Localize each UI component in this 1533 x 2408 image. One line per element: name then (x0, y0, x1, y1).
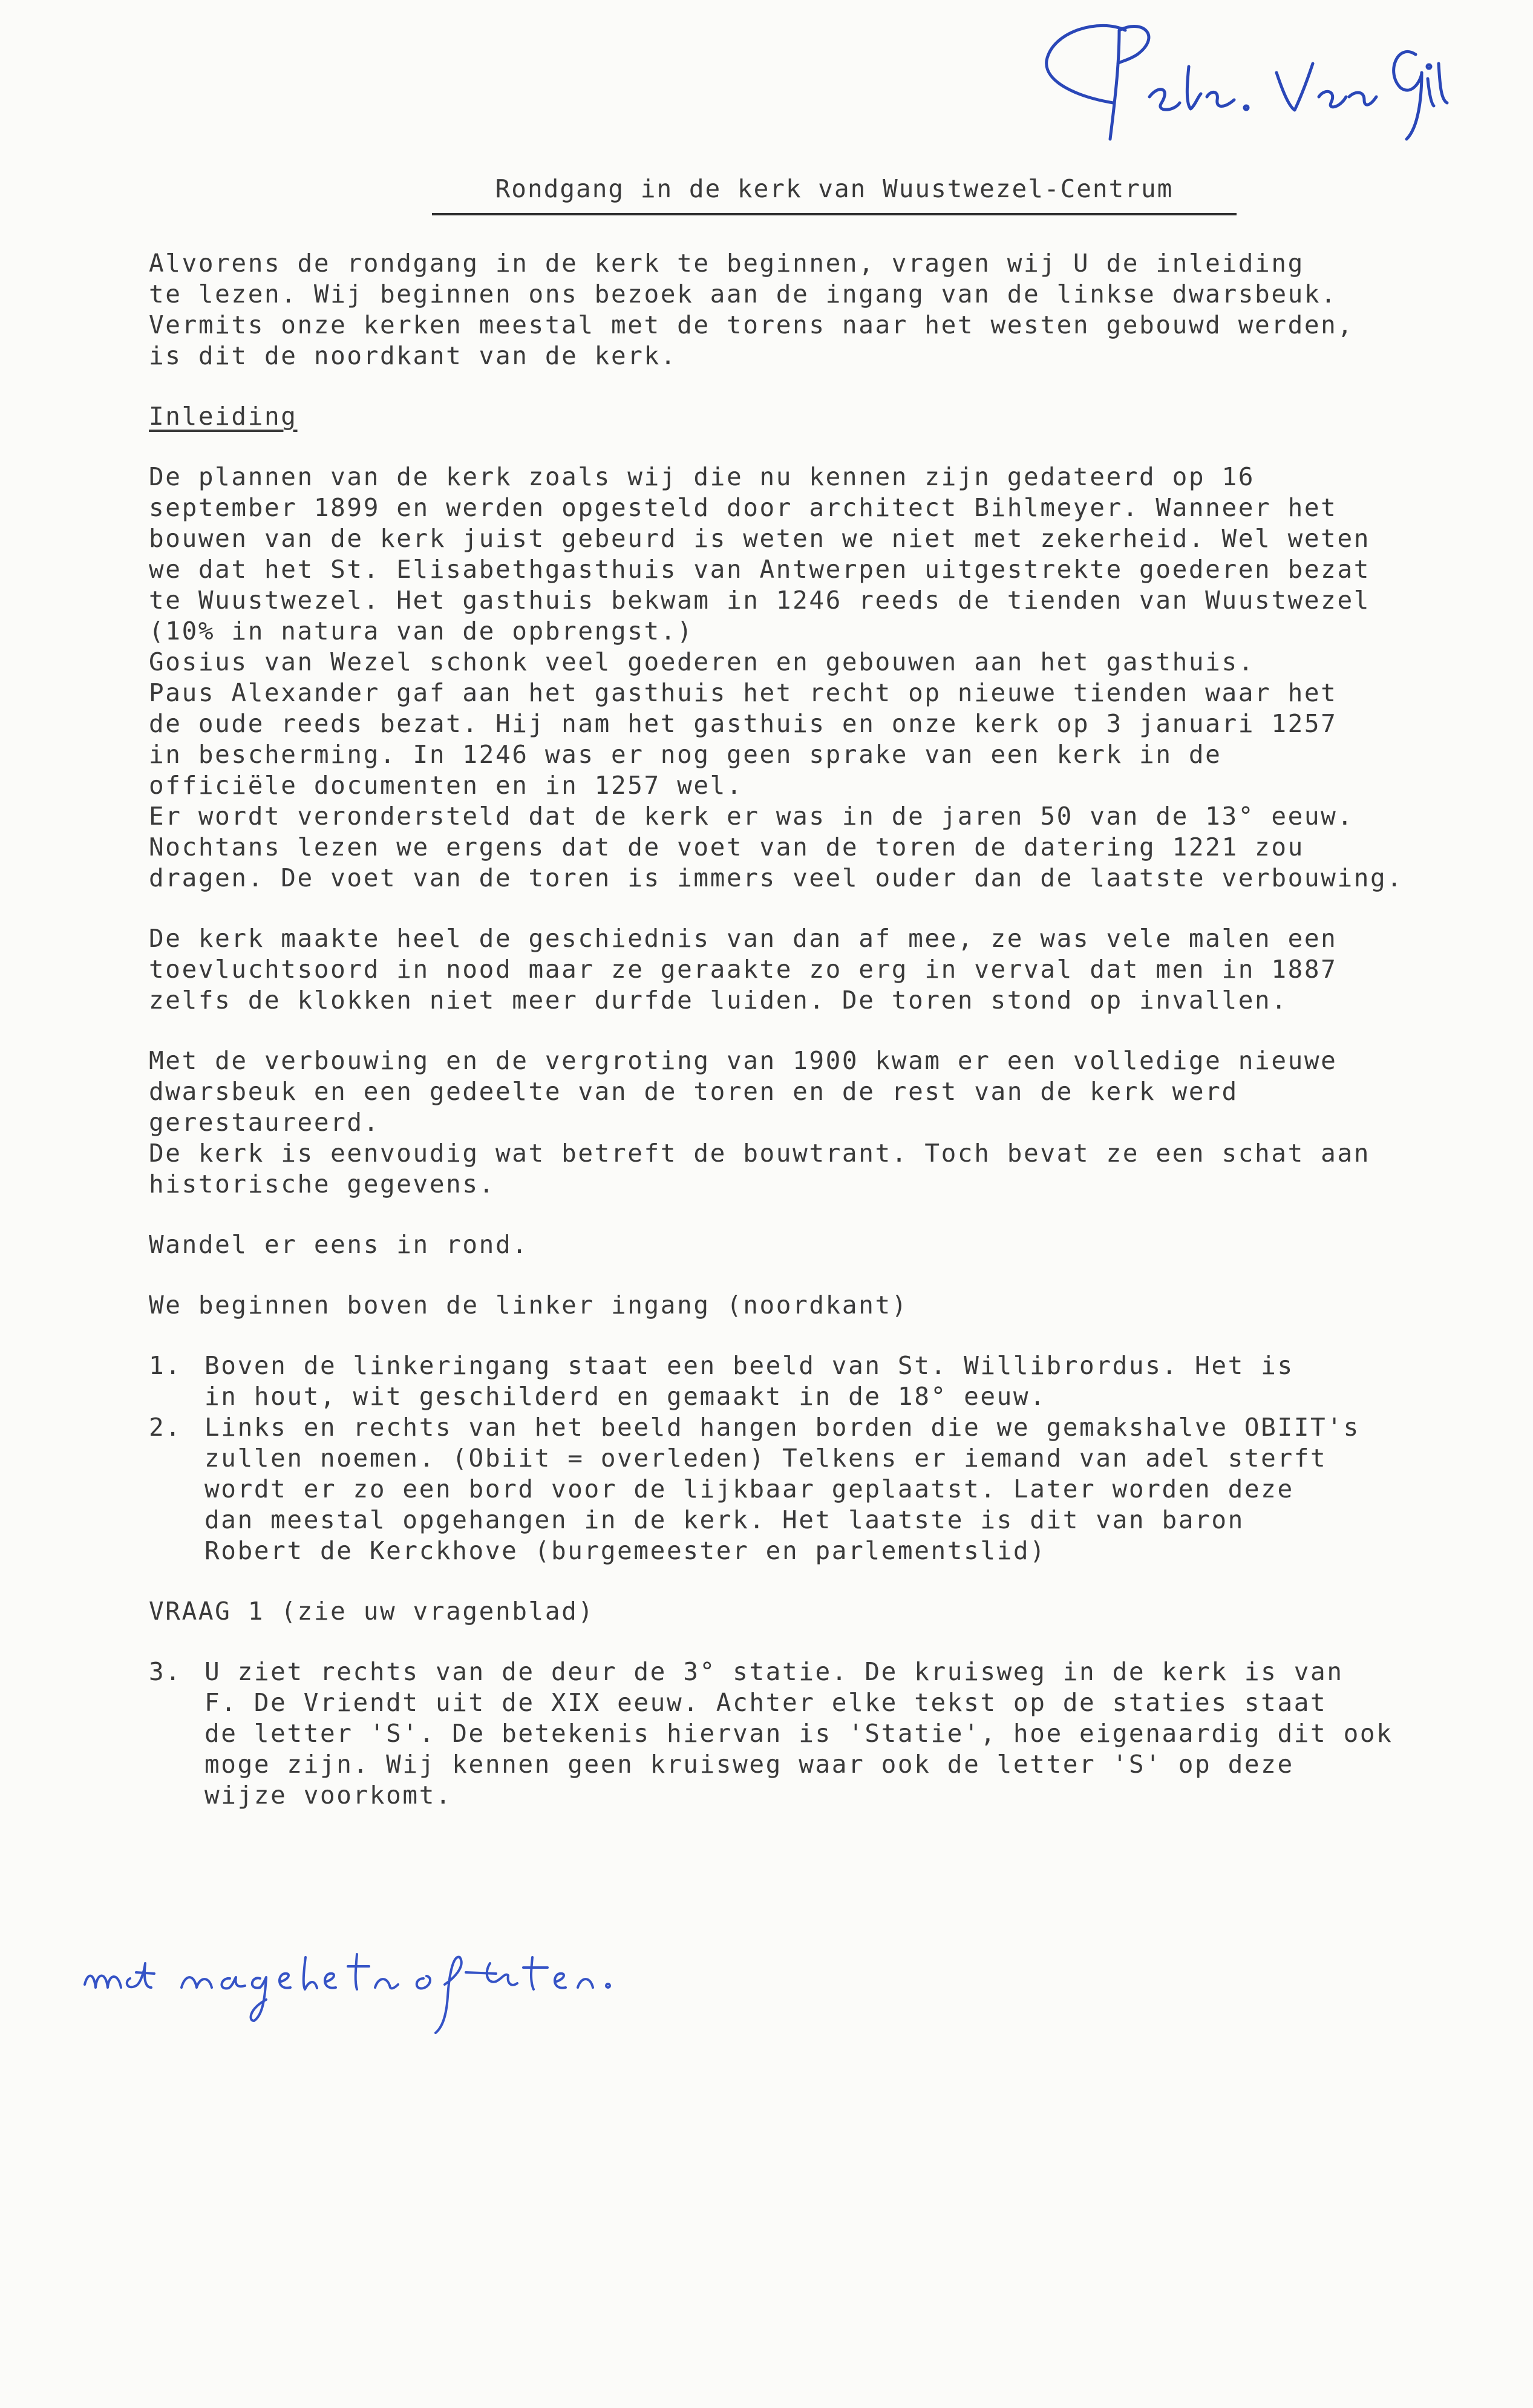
paragraph-rebuild (149, 1045, 1504, 1200)
text-line: in hout, wit geschilderd en gemaakt in de 18° eeuw. (204, 1382, 1047, 1411)
text-line: te Wuustwezel. Het gasthuis bekwam in 1246 reeds de tienden van Wuustwezel (149, 586, 1371, 615)
title-underline (432, 213, 1237, 215)
handwritten-note (73, 1930, 647, 2039)
signature (1028, 6, 1452, 145)
text-line: historische gegevens. (149, 1170, 495, 1199)
text-line: is dit de noordkant van de kerk. (149, 341, 678, 370)
paragraph-decay (149, 923, 1504, 1016)
list-number: 1. (149, 1351, 182, 1380)
text-line: U ziet rechts van de deur de 3° statie. De kruisweg in de kerk is van (204, 1657, 1344, 1686)
list-number: 3. (149, 1657, 182, 1686)
text-line: De kerk maakte heel de geschiednis van dan af mee, ze was vele malen een (149, 924, 1338, 953)
question-line: VRAAG 1 (zie uw vragenblad) (149, 1597, 595, 1626)
text-line: Robert de Kerckhove (burgemeester en parlementslid) (204, 1536, 1047, 1565)
text-line: De kerk is eenvoudig wat betreft de bouwtrant. Toch bevat ze een schat aan (149, 1139, 1371, 1168)
text-line: Links en rechts van het beeld hangen borden die we gemakshalve OBIIT's (204, 1413, 1360, 1442)
text-line: Gosius van Wezel schonk veel goederen en gebouwen aan het gasthuis. (149, 647, 1255, 676)
text-line: officiële documenten en in 1257 wel. (149, 771, 744, 800)
list-item (149, 1412, 1504, 1566)
text-line: Paus Alexander gaf aan het gasthuis het recht op nieuwe tienden waar het (149, 678, 1338, 707)
handwritten-note-graphic (73, 1930, 647, 2039)
text-line: toevluchtsoord in nood maar ze geraakte zo erg in verval dat men in 1887 (149, 955, 1338, 984)
text-line: september 1899 en werden opgesteld door architect Bihlmeyer. Wanneer het (149, 493, 1338, 522)
list-item (149, 1657, 1504, 1811)
list-number: 2. (149, 1413, 182, 1442)
text-line: Er wordt verondersteld dat de kerk er was in de jaren 50 van de 13° eeuw. (149, 802, 1354, 831)
text-line: wijze voorkomt. (204, 1781, 453, 1810)
intro-paragraph (149, 248, 1504, 371)
text-line: De plannen van de kerk zoals wij die nu kennen zijn gedateerd op 16 (149, 462, 1255, 491)
text-line: (10% in natura van de opbrengst.) (149, 617, 694, 646)
text-line: we dat het St. Elisabethgasthuis van Antwerpen uitgestrekte goederen bezat (149, 555, 1371, 584)
text-line: gerestaureerd. (149, 1108, 380, 1137)
page-title: Rondgang in de kerk van Wuustwezel-Centrum (495, 174, 1174, 203)
paragraph-history (149, 462, 1504, 894)
text-line: in bescherming. In 1246 was er nog geen sprake van een kerk in de (149, 740, 1222, 769)
text-line: Vermits onze kerken meestal met de torens naar het westen gebouwd werden, (149, 310, 1354, 339)
text-line: Alvorens de rondgang in de kerk te beginnen, vragen wij U de inleiding (149, 249, 1304, 278)
text-line: Boven de linkeringang staat een beeld van St. Willibrordus. Het is (204, 1351, 1294, 1380)
text-line: zullen noemen. (Obiit = overleden) Telkens er iemand van adel sterft (204, 1444, 1327, 1473)
text-line: Met de verbouwing en de vergroting van 1900 kwam er een volledige nieuwe (149, 1046, 1338, 1075)
text-line: F. De Vriendt uit de XIX eeuw. Achter elke tekst op de staties staat (204, 1688, 1327, 1717)
text-line: dwarsbeuk en een gedeelte van de toren en de rest van de kerk werd (149, 1077, 1238, 1106)
text-line: Nochtans lezen we ergens dat de voet van de toren de datering 1221 zou (149, 833, 1304, 862)
text-line: wordt er zo een bord voor de lijkbaar geplaatst. Later worden deze (204, 1474, 1294, 1503)
text-line: te lezen. Wij beginnen ons bezoek aan de ingang van de linkse dwarsbeuk. (149, 280, 1338, 309)
signature-graphic (1028, 6, 1452, 145)
document-body (149, 248, 1504, 1811)
start-line: We beginnen boven de linker ingang (noordkant) (149, 1291, 909, 1320)
list-item (149, 1350, 1504, 1412)
text-line: de oude reeds bezat. Hij nam het gasthuis en onze kerk op 3 januari 1257 (149, 709, 1338, 738)
section-heading: Inleiding (149, 402, 298, 431)
text-line: zelfs de klokken niet meer durfde luiden. De toren stond op invallen. (149, 986, 1288, 1015)
text-line: dan meestal opgehangen in de kerk. Het laatste is dit van baron (204, 1505, 1244, 1534)
text-line: bouwen van de kerk juist gebeurd is weten we niet met zekerheid. Wel weten (149, 524, 1371, 553)
text-line: dragen. De voet van de toren is immers veel ouder dan de laatste verbouwing. (149, 863, 1404, 892)
text-line: moge zijn. Wij kennen geen kruisweg waar ook de letter 'S' op deze (204, 1750, 1294, 1779)
walk-line: Wandel er eens in rond. (149, 1230, 529, 1259)
text-line: de letter 'S'. De betekenis hiervan is 'Statie', hoe eigenaardig dit ook (204, 1719, 1393, 1748)
